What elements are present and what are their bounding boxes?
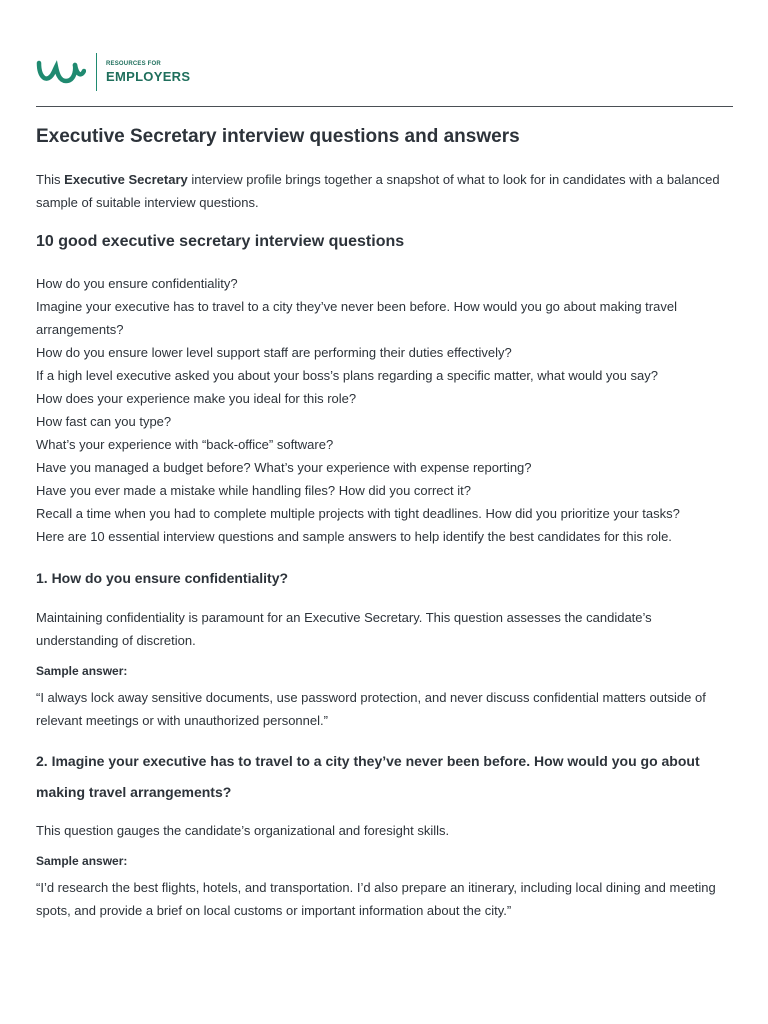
question-item: How do you ensure confidentiality? xyxy=(36,276,238,291)
q1-sample-answer: “I always lock away sensitive documents, use password protection, and never discuss confidential matters outside of relevant meetings or with unauthorized personnel.” xyxy=(36,690,706,728)
questions-heading: 10 good executive secretary interview questions xyxy=(36,233,405,250)
article xyxy=(36,121,732,922)
q2-sample-label: Sample answer: xyxy=(36,854,128,868)
q2-description: This question gauges the candidate’s organizational and foresight skills. xyxy=(36,823,450,838)
intro-prefix: This xyxy=(36,172,65,187)
question-item: How does your experience make you ideal for this role? xyxy=(36,391,357,406)
brand-small-text: RESOURCES FOR xyxy=(106,61,161,67)
question-item: Here are 10 essential interview questions and sample answers to help identify the best candidates for this role. xyxy=(36,529,672,544)
question-item: Recall a time when you had to complete multiple projects with tight deadlines. How did you prioritize your tasks? xyxy=(36,506,680,521)
question-item: Have you ever made a mistake while handling files? How did you correct it? xyxy=(36,483,471,498)
brand-wordmark xyxy=(106,61,190,83)
brand-logo-icon xyxy=(36,57,86,87)
q1-heading: 1. How do you ensure confidentiality? xyxy=(36,570,289,586)
question-item: If a high level executive asked you about your boss’s plans regarding a specific matter, what would you say? xyxy=(36,368,658,383)
question-item: What’s your experience with “back-office” software? xyxy=(36,437,334,452)
brand-big-text: EMPLOYERS xyxy=(106,69,191,84)
q2-heading: 2. Imagine your executive has to travel to a city they’ve never been before. How would you go about making travel arrangements? xyxy=(36,753,700,800)
question-item: Imagine your executive has to travel to a city they’ve never been before. How would you go about making travel arrangements? xyxy=(36,299,677,337)
question-item: Have you managed a budget before? What’s your experience with expense reporting? xyxy=(36,460,532,475)
page-title: Executive Secretary interview questions and answers xyxy=(36,126,520,147)
question-item: How do you ensure lower level support staff are performing their duties effectively? xyxy=(36,345,512,360)
intro-bold: Executive Secretary xyxy=(64,172,188,187)
intro-suffix: interview profile brings together a snapshot of what to look for in candidates with a balanced sample of suitable interview questions. xyxy=(36,172,720,210)
q1-description: Maintaining confidentiality is paramount for an Executive Secretary. This question assesses the candidate’s understanding of discretion. xyxy=(36,610,652,648)
q1-sample-label: Sample answer: xyxy=(36,664,128,678)
question-item: How fast can you type? xyxy=(36,414,172,429)
header-divider xyxy=(36,106,733,107)
intro-paragraph xyxy=(36,168,732,214)
questions-list xyxy=(36,272,732,548)
logo-divider xyxy=(96,53,97,91)
q2-sample-answer: “I’d research the best flights, hotels, and transportation. I’d also prepare an itinerary, including local dining and meeting spots, and provide a brief on local customs or important information about the city.” xyxy=(36,880,716,918)
brand-header xyxy=(36,52,190,92)
